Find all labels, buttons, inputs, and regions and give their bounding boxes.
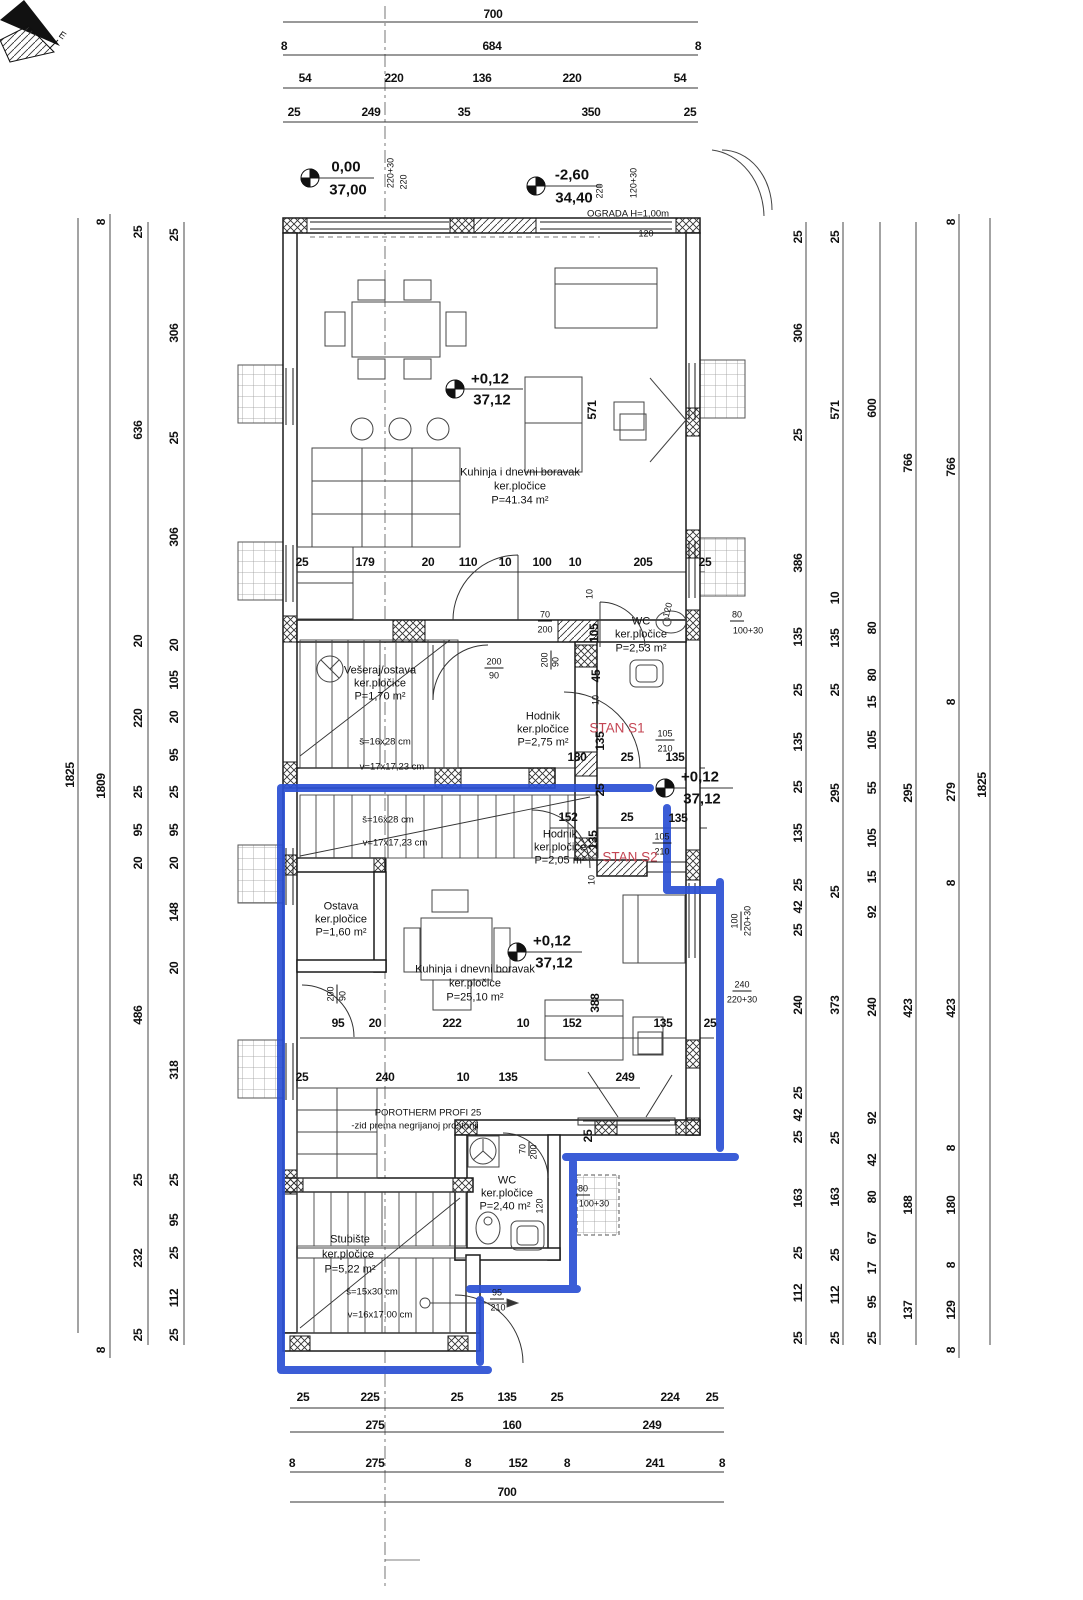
plan-label: 220 [131, 708, 145, 728]
plan-label: 135 [791, 627, 805, 647]
plan-label: POROTHERM PROFI 25 [374, 1107, 482, 1119]
plan-label: -zid prema negrijanoj prostoriji [351, 1120, 479, 1132]
plan-label: 220 [594, 183, 605, 199]
plan-label: 152 [558, 810, 578, 824]
plan-label: 20 [167, 856, 181, 870]
plan-label: 25 [828, 230, 842, 244]
plan-label: 100+30 [578, 1198, 610, 1209]
plan-label: P=2,75 m² [517, 736, 569, 749]
plan-label: 8 [944, 1261, 958, 1269]
plan-label: 163 [791, 1188, 805, 1208]
plan-label: 25 [791, 1086, 805, 1100]
plan-label: 25 [287, 105, 301, 119]
plan-label: 90 [488, 670, 500, 681]
plan-label: 200 [539, 652, 550, 668]
plan-label: OGRADA H=1,00m [586, 208, 670, 220]
plan-label: 205 [633, 555, 653, 569]
plan-label: 20 [368, 1016, 382, 1030]
plan-label: 37,12 [473, 391, 511, 409]
plan-label: 25 [791, 780, 805, 794]
plan-label: š=16x28 cm [359, 736, 411, 748]
plan-label: 10 [584, 588, 595, 600]
plan-label: 20 [421, 555, 435, 569]
plan-label: 210 [654, 846, 670, 857]
plan-label: š=15x30 cm [346, 1286, 398, 1298]
plan-label: 15 [865, 695, 879, 709]
unit-label: STAN S2 [602, 849, 658, 865]
plan-label: 42 [791, 1108, 805, 1122]
plan-label: 275 [365, 1418, 385, 1432]
plan-label: 249 [361, 105, 381, 119]
plan-label: 10 [586, 874, 597, 886]
plan-label: 100 [729, 913, 740, 929]
plan-label: 20 [167, 961, 181, 975]
plan-label: 8 [563, 1456, 571, 1470]
plan-label: 225 [360, 1390, 380, 1404]
plan-label: -2,60 [554, 166, 590, 184]
plan-label: 80 [865, 621, 879, 635]
plan-label: 8 [944, 879, 958, 887]
plan-label: 386 [791, 553, 805, 573]
plan-label: WC [497, 1174, 517, 1187]
plan-label: 25 [791, 1331, 805, 1345]
plan-label: 152 [508, 1456, 528, 1470]
plan-label: 25 [828, 885, 842, 899]
plan-label: 25 [791, 683, 805, 697]
plan-label: Vešeraj/ostava [343, 664, 417, 677]
plan-label: 8 [694, 39, 702, 53]
plan-label: 135 [497, 1390, 517, 1404]
plan-label: 8 [944, 698, 958, 706]
plan-label: 25 [131, 1328, 145, 1342]
plan-label: 423 [901, 998, 915, 1018]
plan-label: 25 [828, 1131, 842, 1145]
plan-label: 1825 [63, 762, 77, 788]
plan-label: 700 [497, 1485, 517, 1499]
plan-label: 249 [615, 1070, 635, 1084]
plan-label: 220 [398, 174, 409, 190]
plan-label: 105 [167, 670, 181, 690]
plan-label: 25 [295, 1070, 309, 1084]
plan-label: 25 [167, 431, 181, 445]
plan-label: 54 [298, 71, 312, 85]
plan-label: P=5,22 m² [324, 1263, 376, 1276]
plan-label: 105 [865, 730, 879, 750]
plan-label: 766 [901, 453, 915, 473]
plan-label: 112 [828, 1285, 842, 1305]
plan-label: š=16x28 cm [362, 814, 414, 826]
plan-label: 8 [718, 1456, 726, 1470]
plan-label: 224 [660, 1390, 680, 1404]
plan-label: P=2,53 m² [615, 642, 667, 655]
plan-label: 120 [638, 228, 654, 239]
plan-label: 571 [828, 400, 842, 420]
plan-label: 318 [167, 1060, 181, 1080]
plan-label: 25 [703, 1016, 717, 1030]
plan-label: 45 [589, 669, 603, 683]
plan-label: 100+30 [732, 625, 764, 636]
plan-label: 1825 [975, 772, 989, 798]
plan-label: 42 [791, 900, 805, 914]
plan-label: 25 [593, 783, 607, 797]
plan-label: 137 [901, 1300, 915, 1320]
plan-label: 95 [131, 823, 145, 837]
plan-label: 25 [167, 1246, 181, 1260]
plan-label: 766 [944, 457, 958, 477]
plan-label: P=2,40 m² [479, 1200, 531, 1213]
plan-label: 200 [325, 986, 336, 1002]
plan-label: v=17x17,23 cm [362, 837, 428, 849]
plan-label: 135 [828, 628, 842, 648]
plan-label: 25 [791, 428, 805, 442]
plan-label: 163 [828, 1187, 842, 1207]
plan-label: 100 [532, 555, 552, 569]
plan-label: 70 [539, 609, 551, 620]
plan-label: 95 [865, 1295, 879, 1309]
plan-label: 25 [131, 225, 145, 239]
plan-label: 25 [828, 1331, 842, 1345]
plan-label: 25 [295, 555, 309, 569]
plan-label: 232 [131, 1248, 145, 1268]
plan-label: 636 [131, 420, 145, 440]
plan-label: 80 [731, 609, 743, 620]
plan-label: 70 [517, 1143, 528, 1155]
plan-label: 350 [581, 105, 601, 119]
plan-label: 135 [653, 1016, 673, 1030]
plan-label: 135 [593, 731, 607, 751]
plan-label: 306 [167, 323, 181, 343]
plan-label: 700 [483, 7, 503, 21]
plan-label: 188 [901, 1195, 915, 1215]
plan-label: P=2,05 m² [534, 854, 586, 867]
plan-label: +0,12 [681, 768, 719, 786]
plan-label: Ostava [323, 900, 359, 913]
plan-label: 200 [528, 1144, 539, 1160]
plan-label: 25 [131, 1173, 145, 1187]
plan-label: 135 [498, 1070, 518, 1084]
plan-label: 210 [490, 1302, 506, 1313]
plan-label: 10 [568, 555, 582, 569]
plan-label: 25 [296, 1390, 310, 1404]
plan-label: Hodnik [525, 710, 561, 723]
plan-label: 240 [791, 995, 805, 1015]
unit-label: STAN S1 [589, 720, 645, 736]
plan-label: 15 [865, 870, 879, 884]
plan-label: Hodnik [542, 828, 578, 841]
plan-label: 210 [657, 743, 673, 754]
plan-label: 37,12 [683, 790, 721, 808]
plan-label: 220+30 [742, 905, 753, 937]
plan-label: 275 [365, 1456, 385, 1470]
plan-label: 120+30 [628, 167, 639, 199]
plan-label: 25 [620, 810, 634, 824]
plan-label: 220+30 [726, 994, 758, 1005]
plan-label: 25 [865, 1331, 879, 1345]
plan-label: 306 [167, 527, 181, 547]
plan-label: 25 [167, 1173, 181, 1187]
plan-label: Kuhinja i dnevni boravak [460, 466, 580, 479]
plan-label: 160 [502, 1418, 522, 1432]
plan-label: 25 [791, 878, 805, 892]
plan-label: 600 [865, 398, 879, 418]
plan-label: ker.pločice [534, 841, 586, 854]
plan-label: 112 [791, 1283, 805, 1303]
plan-label: 8 [464, 1456, 472, 1470]
plan-label: 135 [668, 811, 688, 825]
plan-label: 95 [167, 1213, 181, 1227]
plan-label: 25 [450, 1390, 464, 1404]
plan-label: 92 [865, 905, 879, 919]
plan-label: 25 [698, 555, 712, 569]
plan-label: 0,00 [331, 158, 361, 176]
plan-label: Stubište [330, 1233, 370, 1246]
plan-label: 295 [901, 783, 915, 803]
plan-label: 25 [550, 1390, 564, 1404]
plan-label: 8 [944, 1346, 958, 1354]
plan-label: 112 [167, 1288, 181, 1308]
plan-label: 10 [456, 1070, 470, 1084]
plan-label: +0,12 [471, 370, 509, 388]
plan-label: 25 [167, 785, 181, 799]
plan-label: 200 [486, 656, 502, 667]
plan-label: 35 [457, 105, 471, 119]
plan-label: 180 [944, 1195, 958, 1215]
plan-label: 8 [944, 1144, 958, 1152]
plan-label: 20 [131, 634, 145, 648]
plan-label: 95 [331, 1016, 345, 1030]
plan-label: 136 [472, 71, 492, 85]
plan-label: 249 [642, 1418, 662, 1432]
plan-label: 25 [828, 683, 842, 697]
plan-label: 148 [167, 902, 181, 922]
plan-label: ker.pločice [494, 480, 546, 493]
plan-label: ker.pločice [449, 977, 501, 990]
plan-label: 8 [94, 218, 108, 226]
plan-label: 25 [705, 1390, 719, 1404]
plan-label: 105 [657, 728, 673, 739]
plan-label: 95 [167, 748, 181, 762]
plan-label: 241 [645, 1456, 665, 1470]
plan-label: 37,12 [535, 954, 573, 972]
plan-label: 54 [673, 71, 687, 85]
plan-label: v=16x17,00 cm [347, 1309, 413, 1321]
plan-label: WC [631, 615, 651, 628]
plan-label: 200 [537, 624, 553, 635]
plan-label: 95 [491, 1287, 503, 1298]
plan-label: 105 [587, 623, 601, 643]
plan-label: 37,00 [329, 181, 367, 199]
plan-label: 10 [516, 1016, 530, 1030]
plan-label: ker.pločice [322, 1248, 374, 1261]
plan-label: 120 [534, 1198, 545, 1214]
plan-label: 135 [791, 732, 805, 752]
plan-label: 222 [442, 1016, 462, 1030]
plan-label: 20 [131, 856, 145, 870]
plan-label: 373 [828, 995, 842, 1015]
plan-label: ker.pločice [315, 913, 367, 926]
plan-label: ker.pločice [517, 723, 569, 736]
plan-label: 486 [131, 1005, 145, 1025]
plan-label: 25 [167, 1328, 181, 1342]
plan-label: 17 [865, 1261, 879, 1275]
plan-label: 388 [588, 993, 602, 1013]
plan-label: 90 [337, 990, 348, 1002]
plan-label: 55 [865, 781, 879, 795]
plan-label: 240 [375, 1070, 395, 1084]
plan-label: 25 [791, 230, 805, 244]
plan-label: +0,12 [533, 932, 571, 950]
plan-label: 25 [791, 923, 805, 937]
plan-label: 105 [654, 831, 670, 842]
plan-label: 306 [791, 323, 805, 343]
plan-label: 25 [791, 1130, 805, 1144]
plan-label: 135 [586, 830, 600, 850]
plan-label: 80 [865, 668, 879, 682]
plan-label: 42 [865, 1153, 879, 1167]
plan-label: 25 [581, 1129, 595, 1143]
plan-label: P=41.34 m² [491, 494, 549, 507]
plan-label: 240 [865, 997, 879, 1017]
plan-label: 20 [167, 710, 181, 724]
plan-label: 20 [167, 638, 181, 652]
plan-label: 180 [567, 750, 587, 764]
plan-label: 67 [865, 1231, 879, 1245]
plan-label: 10 [590, 694, 601, 706]
plan-label: 571 [585, 400, 599, 420]
plan-label: 10 [498, 555, 512, 569]
plan-label: 105 [865, 828, 879, 848]
plan-label: P=1,60 m² [315, 926, 367, 939]
plan-label: Kuhinja i dnevni boravak [415, 963, 535, 976]
plan-label: 179 [355, 555, 375, 569]
plan-label: 95 [167, 823, 181, 837]
plan-label: 8 [288, 1456, 296, 1470]
plan-label: 34,40 [555, 189, 593, 207]
plan-label: 80 [577, 1183, 589, 1194]
plan-label: 135 [791, 823, 805, 843]
plan-label: 25 [683, 105, 697, 119]
plan-label: 25 [167, 228, 181, 242]
plan-label: P=25,10 m² [446, 991, 504, 1004]
plan-label: 220 [384, 71, 404, 85]
plan-label: E [56, 29, 68, 43]
plan-label: 25 [828, 1248, 842, 1262]
plan-label: 8 [944, 218, 958, 226]
plan-label: 152 [562, 1016, 582, 1030]
plan-label: 92 [865, 1111, 879, 1125]
plan-label: 120 [660, 601, 675, 619]
plan-label: 129 [944, 1300, 958, 1320]
plan-label: 220 [562, 71, 582, 85]
plan-label: 684 [482, 39, 502, 53]
plan-label: 295 [828, 783, 842, 803]
plan-label: 8 [94, 1346, 108, 1354]
plan-label: 8 [280, 39, 288, 53]
plan-label: 220+30 [385, 157, 396, 189]
plan-label: P=1,70 m² [354, 690, 406, 703]
plan-label: ker.pločice [481, 1187, 533, 1200]
plan-label: 279 [944, 782, 958, 802]
plan-label: ker.pločice [354, 677, 406, 690]
plan-label: 90 [550, 656, 561, 668]
plan-label: 25 [620, 750, 634, 764]
plan-label: v=17x17,23 cm [359, 761, 425, 773]
plan-label: ker.pločice [615, 628, 667, 641]
plan-label: 25 [791, 1246, 805, 1260]
plan-label: 25 [131, 785, 145, 799]
plan-label: 423 [944, 998, 958, 1018]
plan-label: 110 [458, 555, 478, 569]
plan-label: 1809 [94, 773, 108, 799]
plan-label: 135 [665, 750, 685, 764]
plan-label: 80 [865, 1190, 879, 1204]
plan-label: 10 [828, 591, 842, 605]
plan-label: 240 [734, 979, 750, 990]
